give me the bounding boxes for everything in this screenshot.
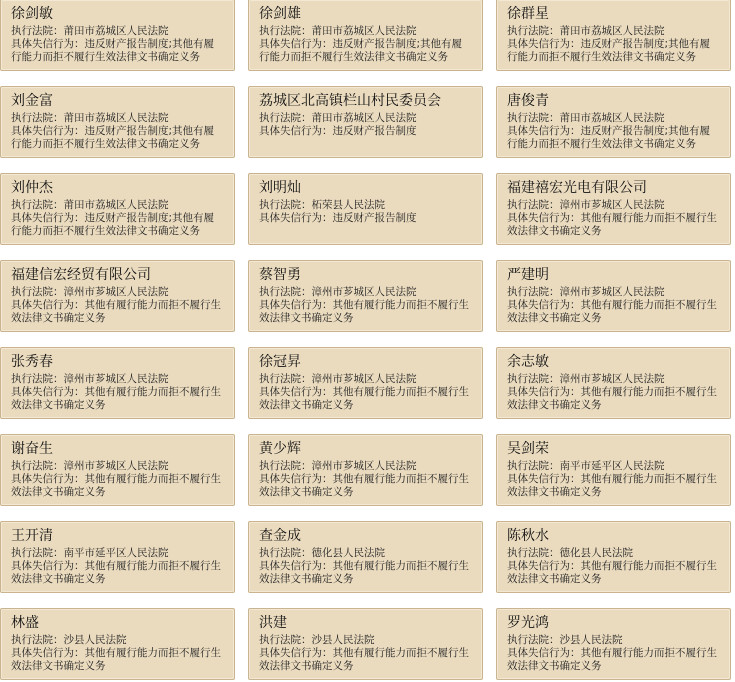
court-label: 执行法院：	[11, 199, 64, 211]
person-name[interactable]: 严建明	[507, 267, 549, 283]
behavior-line	[11, 299, 224, 325]
behavior-line	[11, 473, 224, 499]
person-name[interactable]: 唐俊青	[507, 93, 549, 109]
behavior-value: 其他有履行能力而拒不履行生效法律文书确定义务	[507, 560, 717, 585]
behavior-line	[259, 560, 472, 586]
behavior-label: 具体失信行为：	[11, 386, 85, 398]
court-value: 漳州市芗城区人民法院	[559, 199, 665, 211]
behavior-value: 其他有履行能力而拒不履行生效法律文书确定义务	[11, 299, 221, 324]
court-label: 执行法院：	[259, 547, 312, 559]
behavior-value: 其他有履行能力而拒不履行生效法律文书确定义务	[507, 299, 717, 324]
behavior-line	[507, 212, 720, 238]
person-card[interactable]	[248, 86, 483, 158]
court-line	[259, 460, 472, 473]
behavior-line	[259, 299, 472, 325]
court-line	[507, 460, 720, 473]
behavior-value: 其他有履行能力而拒不履行生效法律文书确定义务	[11, 647, 221, 672]
court-label: 执行法院：	[259, 286, 312, 298]
behavior-line	[259, 38, 472, 64]
court-line	[259, 112, 472, 125]
person-name[interactable]: 徐冠昇	[259, 354, 301, 370]
court-label: 执行法院：	[11, 634, 64, 646]
behavior-label: 具体失信行为：	[259, 38, 333, 50]
court-label: 执行法院：	[507, 286, 560, 298]
behavior-label: 具体失信行为：	[259, 560, 333, 572]
person-card[interactable]	[496, 260, 731, 332]
court-label: 执行法院：	[507, 112, 560, 124]
person-name[interactable]: 刘仲杰	[11, 180, 53, 196]
behavior-line	[11, 212, 224, 238]
person-card[interactable]	[248, 347, 483, 419]
behavior-value: 违反财产报告制度;其他有履行能力而拒不履行生效法律文书确定义务	[507, 125, 711, 150]
person-name[interactable]: 余志敏	[507, 354, 549, 370]
behavior-value: 其他有履行能力而拒不履行生效法律文书确定义务	[11, 386, 221, 411]
behavior-value: 违反财产报告制度;其他有履行能力而拒不履行生效法律文书确定义务	[11, 125, 215, 150]
person-card[interactable]	[496, 608, 731, 680]
behavior-line	[11, 386, 224, 412]
person-card[interactable]	[248, 434, 483, 506]
person-name[interactable]: 福建禧宏光电有限公司	[507, 180, 647, 196]
person-card[interactable]	[496, 86, 731, 158]
person-name[interactable]: 罗光鸿	[507, 615, 549, 631]
court-line	[259, 373, 472, 386]
behavior-value: 其他有履行能力而拒不履行生效法律文书确定义务	[259, 386, 469, 411]
court-value: 漳州市芗城区人民法院	[63, 373, 169, 385]
court-value: 漳州市芗城区人民法院	[63, 460, 169, 472]
court-line	[259, 286, 472, 299]
person-card[interactable]	[248, 521, 483, 593]
person-card[interactable]	[0, 260, 235, 332]
behavior-value: 违反财产报告制度;其他有履行能力而拒不履行生效法律文书确定义务	[11, 38, 215, 63]
court-label: 执行法院：	[507, 199, 560, 211]
court-value: 德化县人民法院	[559, 547, 633, 559]
behavior-line	[11, 38, 224, 64]
person-card[interactable]	[0, 608, 235, 680]
behavior-label: 具体失信行为：	[507, 212, 581, 224]
behavior-label: 具体失信行为：	[259, 386, 333, 398]
court-label: 执行法院：	[259, 112, 312, 124]
court-label: 执行法院：	[11, 286, 64, 298]
person-name[interactable]: 福建信宏经贸有限公司	[11, 267, 151, 283]
person-name[interactable]: 谢奋生	[11, 441, 53, 457]
person-card[interactable]	[496, 347, 731, 419]
behavior-label: 具体失信行为：	[507, 38, 581, 50]
person-name[interactable]: 荔城区北高镇栏山村民委员会	[259, 93, 441, 109]
behavior-line	[259, 212, 472, 225]
behavior-value: 其他有履行能力而拒不履行生效法律文书确定义务	[11, 473, 221, 498]
person-name[interactable]: 刘明灿	[259, 180, 301, 196]
court-label: 执行法院：	[507, 460, 560, 472]
behavior-label: 具体失信行为：	[507, 125, 581, 137]
behavior-label: 具体失信行为：	[259, 125, 333, 137]
person-name[interactable]: 徐剑敏	[11, 6, 53, 22]
person-name[interactable]: 林盛	[11, 615, 39, 631]
court-line	[507, 286, 720, 299]
court-label: 执行法院：	[259, 460, 312, 472]
court-value: 德化县人民法院	[311, 547, 385, 559]
behavior-label: 具体失信行为：	[11, 212, 85, 224]
person-name[interactable]: 洪建	[259, 615, 287, 631]
behavior-label: 具体失信行为：	[11, 647, 85, 659]
court-line	[259, 199, 472, 212]
court-line	[259, 634, 472, 647]
behavior-value: 违反财产报告制度;其他有履行能力而拒不履行生效法律文书确定义务	[507, 38, 711, 63]
court-value: 莆田市荔城区人民法院	[559, 112, 665, 124]
court-value: 莆田市荔城区人民法院	[63, 25, 169, 37]
behavior-value: 其他有履行能力而拒不履行生效法律文书确定义务	[259, 473, 469, 498]
court-value: 漳州市芗城区人民法院	[559, 373, 665, 385]
court-line	[11, 286, 224, 299]
court-value: 莆田市荔城区人民法院	[63, 112, 169, 124]
court-label: 执行法院：	[507, 25, 560, 37]
person-card[interactable]	[0, 434, 235, 506]
behavior-value: 其他有履行能力而拒不履行生效法律文书确定义务	[507, 647, 717, 672]
person-card[interactable]	[496, 434, 731, 506]
behavior-value: 违反财产报告制度;其他有履行能力而拒不履行生效法律文书确定义务	[259, 38, 463, 63]
court-value: 莆田市荔城区人民法院	[63, 199, 169, 211]
person-name[interactable]: 陈秋水	[507, 528, 549, 544]
person-card[interactable]	[248, 608, 483, 680]
court-label: 执行法院：	[507, 634, 560, 646]
court-line	[507, 547, 720, 560]
court-line	[11, 460, 224, 473]
behavior-value: 其他有履行能力而拒不履行生效法律文书确定义务	[11, 560, 221, 585]
court-value: 漳州市芗城区人民法院	[63, 286, 169, 298]
court-value: 沙县人民法院	[311, 634, 375, 646]
person-card[interactable]	[248, 260, 483, 332]
person-card[interactable]	[248, 0, 483, 71]
behavior-label: 具体失信行为：	[11, 38, 85, 50]
behavior-line	[507, 299, 720, 325]
behavior-value: 违反财产报告制度;其他有履行能力而拒不履行生效法律文书确定义务	[11, 212, 215, 237]
court-label: 执行法院：	[11, 460, 64, 472]
court-value: 漳州市芗城区人民法院	[311, 460, 417, 472]
court-line	[507, 112, 720, 125]
court-label: 执行法院：	[259, 634, 312, 646]
behavior-label: 具体失信行为：	[11, 473, 85, 485]
court-value: 沙县人民法院	[63, 634, 127, 646]
person-name[interactable]: 徐群星	[507, 6, 549, 22]
behavior-label: 具体失信行为：	[259, 212, 333, 224]
behavior-value: 其他有履行能力而拒不履行生效法律文书确定义务	[507, 386, 717, 411]
behavior-value: 其他有履行能力而拒不履行生效法律文书确定义务	[507, 473, 717, 498]
court-line	[507, 199, 720, 212]
behavior-line	[259, 386, 472, 412]
court-value: 漳州市芗城区人民法院	[559, 286, 665, 298]
behavior-label: 具体失信行为：	[11, 560, 85, 572]
behavior-line	[259, 473, 472, 499]
court-label: 执行法院：	[11, 25, 64, 37]
behavior-label: 具体失信行为：	[259, 299, 333, 311]
court-label: 执行法院：	[259, 199, 312, 211]
court-value: 漳州市芗城区人民法院	[311, 286, 417, 298]
court-line	[11, 373, 224, 386]
behavior-value: 其他有履行能力而拒不履行生效法律文书确定义务	[259, 299, 469, 324]
behavior-label: 具体失信行为：	[11, 299, 85, 311]
behavior-label: 具体失信行为：	[507, 647, 581, 659]
court-label: 执行法院：	[507, 547, 560, 559]
behavior-line	[507, 473, 720, 499]
behavior-line	[11, 647, 224, 673]
person-card[interactable]	[496, 0, 731, 71]
person-card[interactable]	[496, 521, 731, 593]
person-card[interactable]	[0, 173, 235, 245]
behavior-line	[507, 560, 720, 586]
court-label: 执行法院：	[259, 373, 312, 385]
person-name[interactable]: 张秀春	[11, 354, 53, 370]
behavior-line	[259, 125, 472, 138]
person-name[interactable]: 黄少辉	[259, 441, 301, 457]
behavior-label: 具体失信行为：	[507, 473, 581, 485]
behavior-value: 其他有履行能力而拒不履行生效法律文书确定义务	[259, 560, 469, 585]
person-card[interactable]	[496, 173, 731, 245]
court-label: 执行法院：	[11, 547, 64, 559]
behavior-label: 具体失信行为：	[507, 299, 581, 311]
court-line	[11, 547, 224, 560]
court-value: 沙县人民法院	[559, 634, 623, 646]
court-label: 执行法院：	[259, 25, 312, 37]
court-line	[507, 373, 720, 386]
person-name[interactable]: 徐剑雄	[259, 6, 301, 22]
behavior-label: 具体失信行为：	[259, 473, 333, 485]
court-value: 莆田市荔城区人民法院	[311, 112, 417, 124]
court-label: 执行法院：	[507, 373, 560, 385]
person-name[interactable]: 吴剑荣	[507, 441, 549, 457]
court-value: 南平市延平区人民法院	[63, 547, 169, 559]
behavior-value: 违反财产报告制度	[332, 212, 417, 224]
behavior-value: 违反财产报告制度	[332, 125, 417, 137]
person-card[interactable]	[248, 173, 483, 245]
behavior-line	[507, 38, 720, 64]
person-name[interactable]: 蔡智勇	[259, 267, 301, 283]
behavior-line	[259, 647, 472, 673]
court-label: 执行法院：	[11, 112, 64, 124]
person-name[interactable]: 查金成	[259, 528, 301, 544]
person-card[interactable]	[0, 86, 235, 158]
court-line	[507, 25, 720, 38]
person-card[interactable]	[0, 521, 235, 593]
person-name[interactable]: 王开清	[11, 528, 53, 544]
person-card[interactable]	[0, 347, 235, 419]
behavior-label: 具体失信行为：	[507, 560, 581, 572]
court-line	[11, 25, 224, 38]
person-card[interactable]	[0, 0, 235, 71]
court-line	[259, 547, 472, 560]
person-name[interactable]: 刘金富	[11, 93, 53, 109]
court-line	[259, 25, 472, 38]
court-value: 南平市延平区人民法院	[559, 460, 665, 472]
court-line	[507, 634, 720, 647]
behavior-label: 具体失信行为：	[11, 125, 85, 137]
court-line	[11, 199, 224, 212]
behavior-value: 其他有履行能力而拒不履行生效法律文书确定义务	[259, 647, 469, 672]
behavior-line	[507, 125, 720, 151]
court-label: 执行法院：	[11, 373, 64, 385]
court-value: 莆田市荔城区人民法院	[559, 25, 665, 37]
court-value: 漳州市芗城区人民法院	[311, 373, 417, 385]
court-value: 柘荣县人民法院	[311, 199, 385, 211]
behavior-line	[11, 560, 224, 586]
behavior-line	[507, 647, 720, 673]
behavior-value: 其他有履行能力而拒不履行生效法律文书确定义务	[507, 212, 717, 237]
behavior-line	[11, 125, 224, 151]
court-line	[11, 634, 224, 647]
behavior-label: 具体失信行为：	[259, 647, 333, 659]
court-line	[11, 112, 224, 125]
behavior-label: 具体失信行为：	[507, 386, 581, 398]
behavior-line	[507, 386, 720, 412]
court-value: 莆田市荔城区人民法院	[311, 25, 417, 37]
